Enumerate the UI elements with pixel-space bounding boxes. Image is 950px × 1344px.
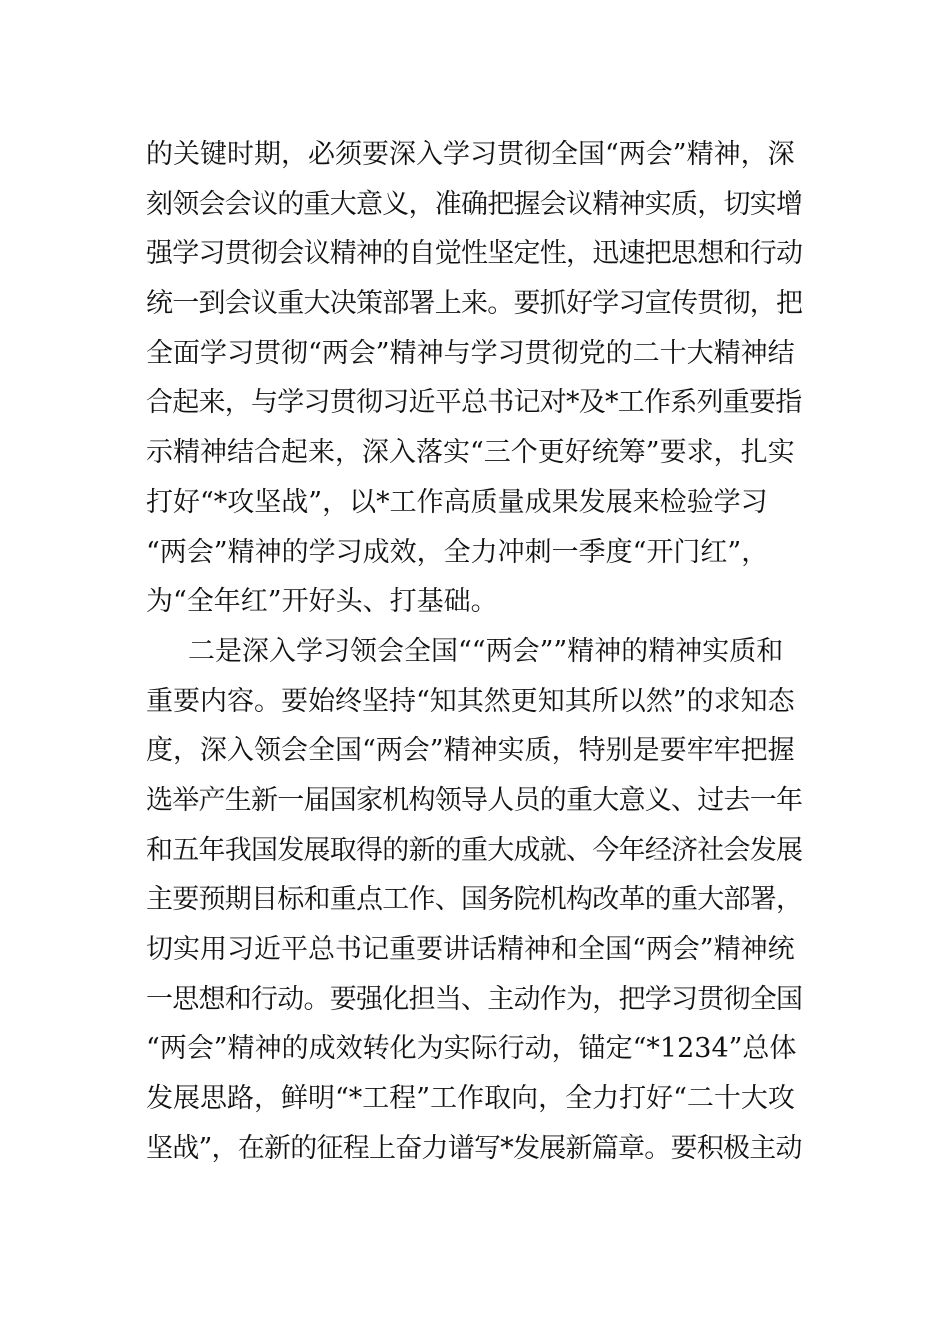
text-line: 和五年我国发展取得的新的重大成就、今年经济社会发展 <box>146 834 803 866</box>
text-line: 坚战”，在新的征程上奋力谱写*发展新篇章。要积极主动 <box>146 1132 802 1164</box>
text-line: 发展思路，鲜明“*工程”工作取向，全力打好“二十大攻 <box>146 1083 795 1115</box>
text-line: “两会”精神的学习成效，全力冲刺一季度“开门红”， <box>146 536 769 568</box>
text-line: 统一到会议重大决策部署上来。要抓好学习宣传贯彻，把 <box>146 288 803 320</box>
text-line: 示精神结合起来，深入落实“三个更好统筹”要求，扎实 <box>146 437 795 469</box>
text-line: 主要预期目标和重点工作、国务院机构改革的重大部署， <box>146 884 803 916</box>
text-line: 选举产生新一届国家机构领导人员的重大意义、过去一年 <box>146 784 803 816</box>
text-line: 刻领会会议的重大意义，准确把握会议精神实质，切实增 <box>146 188 803 220</box>
text-line: “两会”精神的成效转化为实际行动，锚定“*1234”总体 <box>146 1033 797 1065</box>
text-line: 合起来，与学习贯彻习近平总书记对*及*工作系列重要指 <box>146 387 802 419</box>
text-line: 的关键时期，必须要深入学习贯彻全国“两会”精神，深 <box>146 139 795 170</box>
text-line: 强学习贯彻会议精神的自觉性坚定性，迅速把思想和行动 <box>146 238 803 270</box>
paragraph-start-line: 二是深入学习领会全国““两会””精神的精神实质和 <box>188 635 784 667</box>
text-line: 一思想和行动。要强化担当、主动作为，把学习贯彻全国 <box>146 983 803 1015</box>
body-text <box>146 130 806 1173</box>
text-line: 打好“*攻坚战”，以*工作高质量成果发展来检验学习 <box>146 486 768 518</box>
text-line: 重要内容。要始终坚持“知其然更知其所以然”的求知态 <box>146 685 795 717</box>
text-line: 为“全年红”开好头、打基础。 <box>146 586 498 618</box>
text-line: 全面学习贯彻“两会”精神与学习贯彻党的二十大精神结 <box>146 337 795 369</box>
text-line: 切实用习近平总书记重要讲话精神和全国“两会”精神统 <box>146 934 795 965</box>
text-line: 度，深入领会全国“两会”精神实质，特别是要牢牢把握 <box>146 735 795 767</box>
